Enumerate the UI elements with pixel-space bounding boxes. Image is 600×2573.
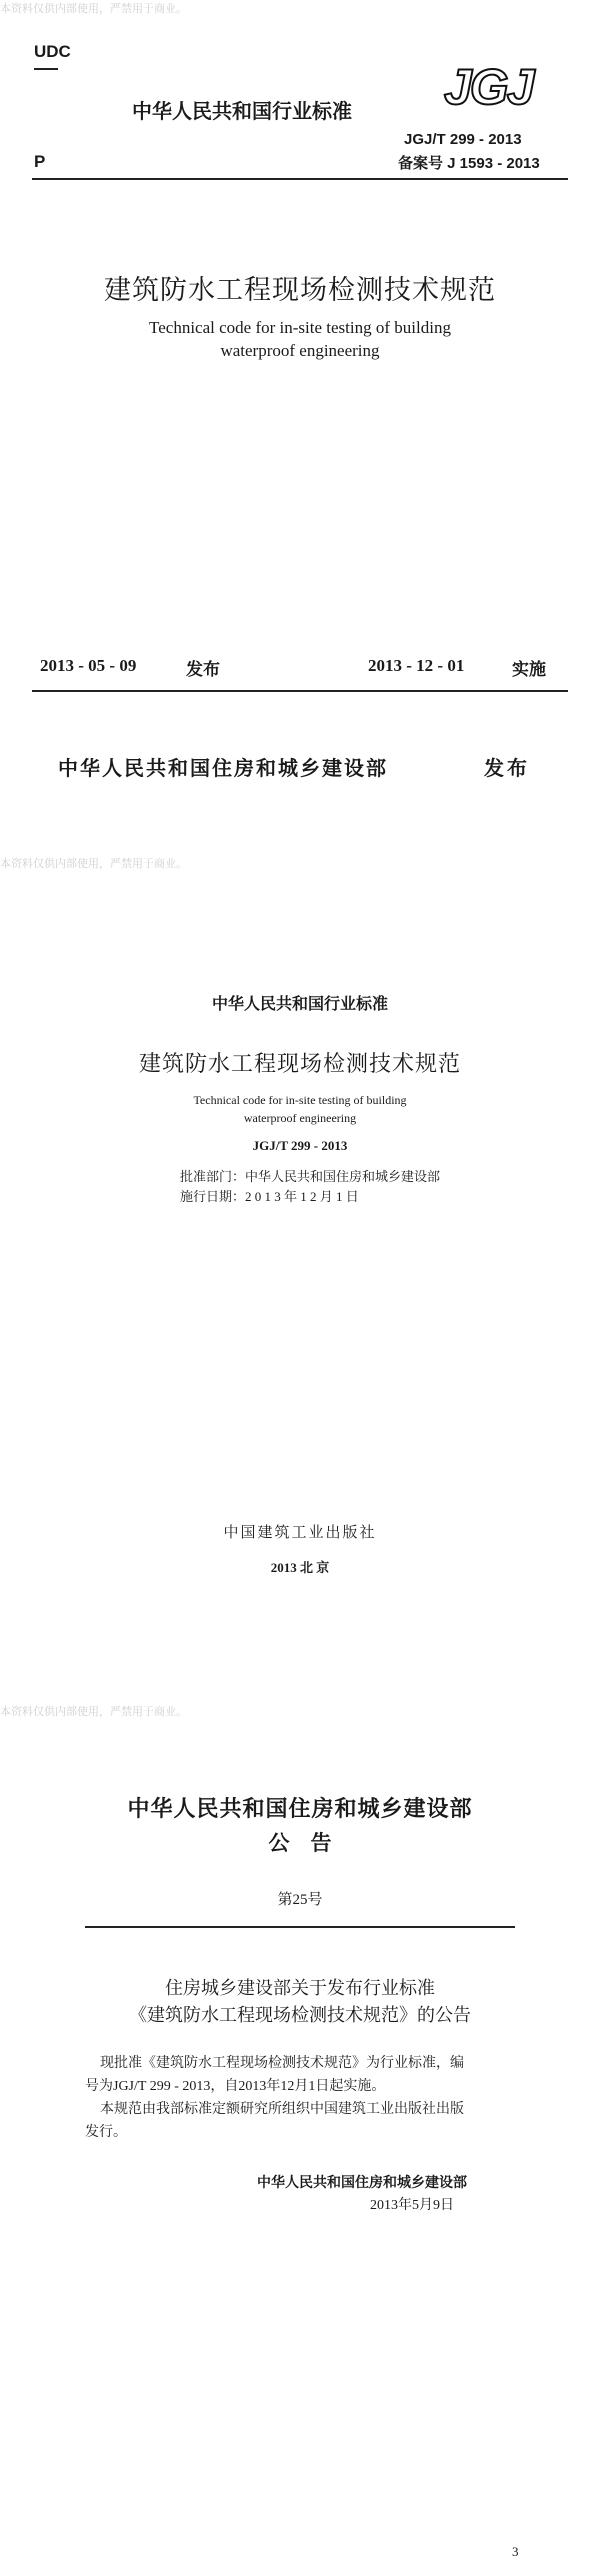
- cover-issue-label: 发布: [186, 660, 220, 679]
- announcement-ministry: 中华人民共和国住房和城乡建设部: [127, 1796, 473, 1821]
- announcement-sign-date: 2013年5月9日: [370, 2198, 454, 2213]
- cover-title-cn: 建筑防水工程现场检测技术规范: [104, 275, 496, 305]
- announcement-para1-line1: 现批准《建筑防水工程现场检测技术规范》为行业标准，编: [100, 2056, 464, 2071]
- cover-bottom-rule: [32, 690, 568, 692]
- jgj-logo: JGJ: [444, 59, 533, 115]
- cover-record-number: 备案号 J 1593 - 2013: [398, 155, 540, 172]
- announcement-heading: 公 告: [268, 1831, 332, 1855]
- cover-title-en-line1: Technical code for in-site testing of building: [149, 318, 451, 337]
- cover-impl-label: 实施: [512, 660, 546, 679]
- title-page-press: 中国建筑工业出版社: [223, 1525, 377, 1541]
- announcement-subject-line1: 住房城乡建设部关于发布行业标准: [165, 1978, 435, 1998]
- title-page-title-en-line1: Technical code for in-site testing of building: [193, 1093, 407, 1107]
- title-page-standard-type: 中华人民共和国行业标准: [211, 996, 388, 1013]
- title-page-press-place: 2013 北 京: [270, 1560, 330, 1575]
- p-code-label: P: [34, 152, 46, 171]
- announcement-signature: 中华人民共和国住房和城乡建设部: [257, 2174, 467, 2190]
- cover-publisher: 中华人民共和国住房和城乡建设部: [58, 758, 388, 780]
- announcement-rule: [85, 1926, 515, 1928]
- announcement-number: 第25号: [277, 1892, 323, 1908]
- cover-top-rule: [32, 178, 568, 180]
- page-number: 3: [512, 2544, 519, 2559]
- cover-standard-code: JGJ/T 299 - 2013: [404, 131, 522, 148]
- cover-impl-date: 2013 - 12 - 01: [368, 656, 465, 675]
- watermark-bottom: 本资料仅供内部使用，严禁用于商业。: [0, 1706, 187, 1718]
- cover-publisher-action: 发布: [484, 758, 530, 780]
- cover-title-en-line2: waterproof engineering: [220, 341, 380, 360]
- announcement-para1-line2: 号为JGJ/T 299 - 2013，自2013年12月1日起实施。: [85, 2079, 386, 2094]
- title-page-approval-dept: 批准部门：中华人民共和国住房和城乡建设部: [180, 1169, 441, 1184]
- title-page-title-cn: 建筑防水工程现场检测技术规范: [138, 1051, 461, 1076]
- watermark-top: 本资料仅供内部使用，严禁用于商业。: [0, 3, 187, 15]
- announcement-para2-line2: 发行。: [85, 2125, 127, 2140]
- watermark-mid: 本资料仅供内部使用，严禁用于商业。: [0, 858, 187, 870]
- announcement-para2-line1: 本规范由我部标准定额研究所组织中国建筑工业出版社出版: [100, 2102, 464, 2117]
- announcement-subject-line2: 《建筑防水工程现场检测技术规范》的公告: [129, 2005, 471, 2025]
- cover-standard-type: 中华人民共和国行业标准: [132, 101, 352, 123]
- title-page-code: JGJ/T 299 - 2013: [252, 1138, 348, 1153]
- cover-issue-date: 2013 - 05 - 09: [40, 656, 137, 675]
- udc-label: UDC: [34, 42, 71, 61]
- title-page-title-en-line2: waterproof engineering: [243, 1111, 357, 1125]
- udc-underline: [34, 68, 58, 70]
- title-page-impl-date: 施行日期：2 0 1 3 年 1 2 月 1 日: [180, 1189, 359, 1204]
